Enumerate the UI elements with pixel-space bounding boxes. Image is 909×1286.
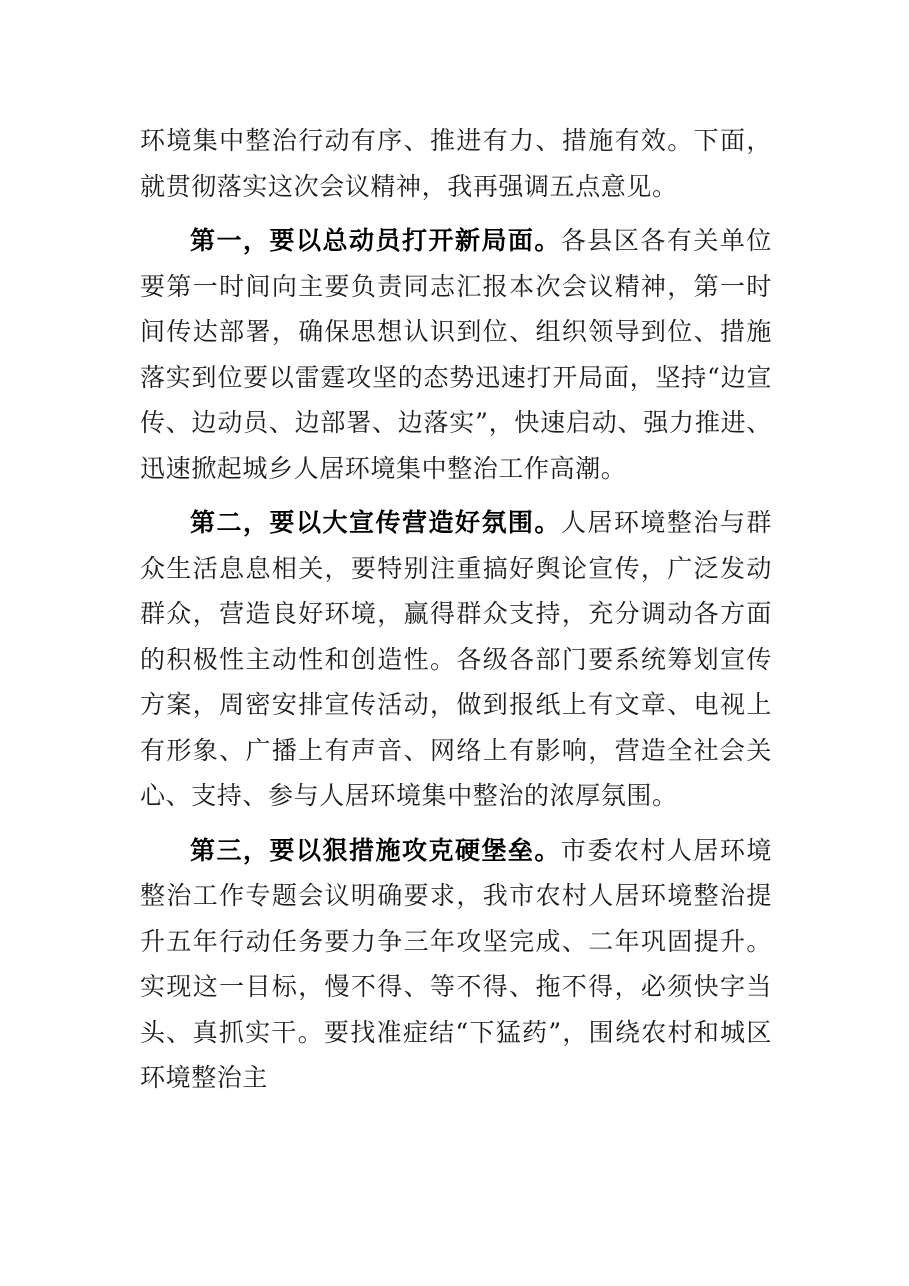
paragraph-text: 各县区各有关单位要第一时间向主要负责同志汇报本次会议精神，第一时间传达部署，确保思想认识到位、组织领导到位、措施落实到位要以雷霆攻坚的态势迅速打开局面，坚持“边宣传、边动员、边部署、边落实”，快速启动、强力推进、迅速掀起城乡人居环境集中整治工作高潮。 [140, 226, 772, 483]
paragraph-point-one [140, 218, 772, 491]
paragraph-text: 市委农村人居环境整治工作专题会议明确要求，我市农村人居环境整治提升五年行动任务要力争三年攻坚完成、二年巩固提升。实现这一目标，慢不得、等不得、拖不得，必须快字当头、真抓实干。要找准症结“下猛药”，围绕农村和城区环境整治主 [140, 835, 772, 1092]
paragraph-lead-heading: 第一，要以总动员打开新局面。 [190, 226, 561, 255]
paragraph-point-three [140, 828, 772, 1101]
document-body [140, 118, 772, 1101]
paragraph-text: 人居环境整治与群众生活息息相关，要特别注重搞好舆论宣传，广泛发动群众，营造良好环境，赢得群众支持，充分调动各方面的积极性主动性和创造性。各级各部门要系统筹划宣传方案，周密安排宣传活动，做到报纸上有文章、电视上有形象、广播上有声音、网络上有影响，营造全社会关心、支持、参与人居环境集中整治的浓厚氛围。 [140, 508, 772, 810]
paragraph-lead-heading: 第三，要以狠措施攻克硬堡垒。 [190, 835, 561, 865]
paragraph-text: 环境集中整治行动有序、推进有力、措施有效。下面，就贯彻落实这次会议精神，我再强调五点意见。 [140, 126, 772, 201]
paragraph-continuation [140, 118, 772, 209]
paragraph-point-two [140, 500, 772, 819]
paragraph-lead-heading: 第二，要以大宣传营造好氛围。 [190, 508, 561, 537]
